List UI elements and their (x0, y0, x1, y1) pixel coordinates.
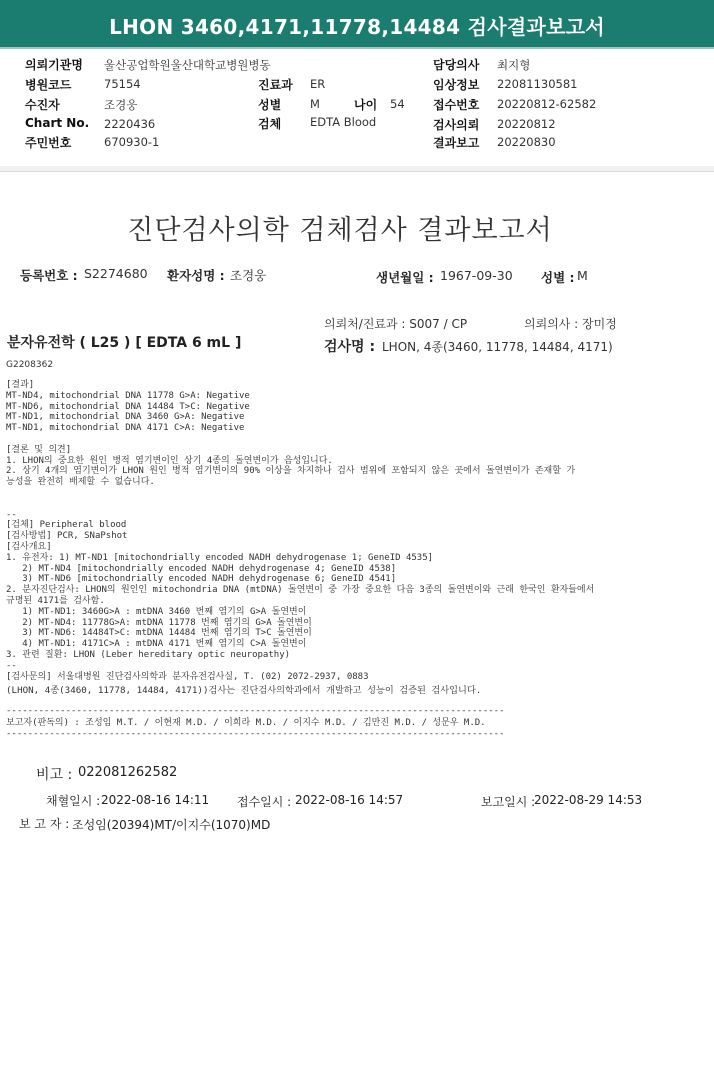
dash-line-bottom: -------------------------------------------------------------------------------------------- (6, 729, 505, 739)
hospital-code-value: 75154 (104, 77, 141, 91)
resident-no-value: 670930-1 (104, 135, 160, 149)
result-line: MT-ND6, mitochondrial DNA 14484 T>C: Negative (6, 401, 250, 412)
age-value: 54 (390, 97, 405, 111)
request-info-block (0, 52, 714, 168)
document-title: 진단검사의학 검체검사 결과보고서 (127, 215, 553, 246)
result-line: [검사문의] 서울대병원 진단검사의학과 분자유전검사실, T. (02) 2072-2937, 0883 (6, 671, 369, 682)
reporter-value: 조성임(20394)MT/이지수(1070)MD (72, 818, 271, 832)
age-label: 나이 (354, 98, 378, 112)
receipt-no-label: 접수번호 (433, 98, 480, 112)
remark-value: 022081262582 (78, 765, 178, 780)
result-line: MT-ND1, mitochondrial DNA 3460 G>A: Negative (6, 412, 245, 423)
result-line: MT-ND1, mitochondrial DNA 4171 C>A: Negative (6, 423, 245, 434)
result-line: 1. 유전자: 1) MT-ND1 [mitochondrially encoded NADH dehydrogenase 1; GeneID 4535] (6, 552, 434, 563)
test-name-label: 검사명 : (324, 339, 376, 355)
remark-label: 비고 : (36, 767, 73, 783)
resident-no-label: 주민번호 (25, 136, 72, 150)
sex-label-report: 성별 : (541, 270, 575, 285)
result-line: 2) MT-ND4: 11778G>A: mtDNA 11778 번째 염기의 G>A 돌연변이 (6, 617, 312, 628)
chart-no-value: 2220436 (104, 117, 156, 131)
result-line: 3) MT-ND6: 14484T>C: mtDNA 14484 번째 염기의 T>C 돌연변이 (6, 628, 312, 639)
specimen-id: G2208362 (6, 360, 54, 370)
result-line: 2. 분자진단검사: LHON의 원인인 mitochondria DNA (mtDNA) 돌연변이 중 가장 중요한 다음 3종의 돌연변이와 근래 한국인 환자들에서 (6, 585, 595, 596)
patient-name-value: 조경웅 (230, 268, 267, 283)
result-line: 능성을 완전히 배제할 수 없습니다. (6, 477, 155, 488)
result-line: [검사방법] PCR, SNaPshot (6, 531, 128, 542)
result-line: 4) MT-ND1: 4171C>A : mtDNA 4171 번째 염기의 C>A 돌연변이 (6, 639, 307, 650)
result-line (6, 434, 594, 445)
result-line: -- (6, 509, 17, 520)
department-label: 진료과 (258, 78, 293, 92)
referral-dept: 의뢰처/진료과 : S007 / CP (324, 317, 468, 331)
result-line: 3) MT-ND6 [mitochondrially encoded NADH dehydrogenase 6; GeneID 4541] (6, 574, 397, 585)
result-line: [결과] (6, 380, 35, 390)
receipt-no-value: 20220812-62582 (497, 97, 597, 111)
result-line: 3. 관련 질환: LHON (Leber hereditary optic neuropathy) (6, 649, 291, 660)
report-date-label: 결과보고 (433, 136, 480, 150)
request-date-value: 20220812 (497, 117, 556, 131)
collect-value: 2022-08-16 14:11 (101, 793, 210, 807)
result-line: 2. 상기 4개의 염기변이가 LHON 원인 병적 염기변이의 90% 이상을 차지하나 검사 범위에 포함되지 않은 곳에서 돌연변이가 존재할 가 (6, 466, 576, 477)
result-line: MT-ND4, mitochondrial DNA 11778 G>A: Negative (6, 390, 250, 401)
institution-label: 의뢰기관명 (25, 58, 83, 72)
result-line: [결론 및 의견] (6, 444, 72, 455)
result-line: [검사개요] (6, 541, 52, 552)
result-line (6, 499, 594, 510)
patient-value: 조경웅 (104, 98, 138, 112)
sex-label: 성별 (258, 98, 282, 112)
doctor-value: 최지형 (497, 58, 531, 72)
report-date-value: 20220830 (497, 135, 556, 149)
title-bar (0, 0, 714, 49)
clinical-info-value: 22081130581 (497, 77, 578, 91)
result-line (6, 488, 594, 499)
dash-line-top: -------------------------------------------------------------------------------------------- (6, 706, 505, 716)
receive-value: 2022-08-16 14:57 (295, 793, 404, 807)
reported-label: 보고일시 : (481, 795, 536, 809)
sex-value: M (310, 97, 320, 111)
reported-value: 2022-08-29 14:53 (534, 793, 643, 807)
specimen-value: EDTA Blood (310, 115, 377, 129)
receive-label: 접수일시 : (237, 795, 292, 809)
result-body (6, 380, 594, 682)
result-line: 1) MT-ND1: 3460G>A : mtDNA 3460 번째 염기의 G>A 돌연변이 (6, 606, 307, 617)
result-line: 규명된 4171를 검사함. (6, 595, 105, 606)
patient-label: 수진자 (25, 98, 60, 112)
hospital-code-label: 병원코드 (25, 78, 72, 92)
specimen-label: 검체 (258, 117, 282, 131)
dob-label: 생년월일 : (376, 270, 434, 285)
section-title: 분자유전학 ( L25 ) [ EDTA 6 mL ] (7, 335, 242, 351)
result-line: -- (6, 660, 17, 671)
request-date-label: 검사의뢰 (433, 118, 480, 132)
collect-label: 채혈일시 : (46, 794, 101, 808)
reg-no-label: 등록번호 : (20, 268, 78, 283)
sex-value-report: M (577, 268, 588, 283)
institution-value: 울산공업학원울산대학교병원병동 (104, 58, 271, 72)
dob-value: 1967-09-30 (440, 268, 513, 283)
referral-doctor: 의뢰의사 : 장미정 (524, 317, 617, 331)
doctor-label: 담당의사 (433, 58, 480, 72)
reporters-line: 보고자(판독의) : 조성임 M.T. / 이현재 M.D. / 이희라 M.D. / 이지수 M.D. / 김만진 M.D. / 성문우 M.D. (6, 718, 486, 728)
result-line: [검체] Peripheral blood (6, 520, 127, 531)
reporter-label: 보 고 자 : (19, 817, 70, 831)
test-name-value: LHON, 4종(3460, 11778, 14484, 4171) (382, 340, 613, 354)
clinical-info-label: 임상정보 (433, 78, 480, 92)
department-value: ER (310, 77, 326, 91)
validation-note: (LHON, 4종(3460, 11778, 14484, 4171))검사는 진단검사의학과에서 개발하고 성능이 검증된 검사입니다. (6, 685, 482, 696)
patient-name-label: 환자성명 : (167, 268, 225, 283)
result-line: 1. LHON의 중요한 원인 병적 염기변이인 상기 4종의 돌연변이가 음성입니다. (6, 455, 333, 466)
result-line: 2) MT-ND4 [mitochondrially encoded NADH dehydrogenase 4; GeneID 4538] (6, 563, 397, 574)
reg-no-value: S2274680 (84, 266, 148, 281)
chart-no-label: Chart No. (25, 116, 90, 130)
section-divider (0, 166, 714, 172)
report-header-title: LHON 3460,4171,11778,14484 검사결과보고서 (109, 15, 605, 39)
